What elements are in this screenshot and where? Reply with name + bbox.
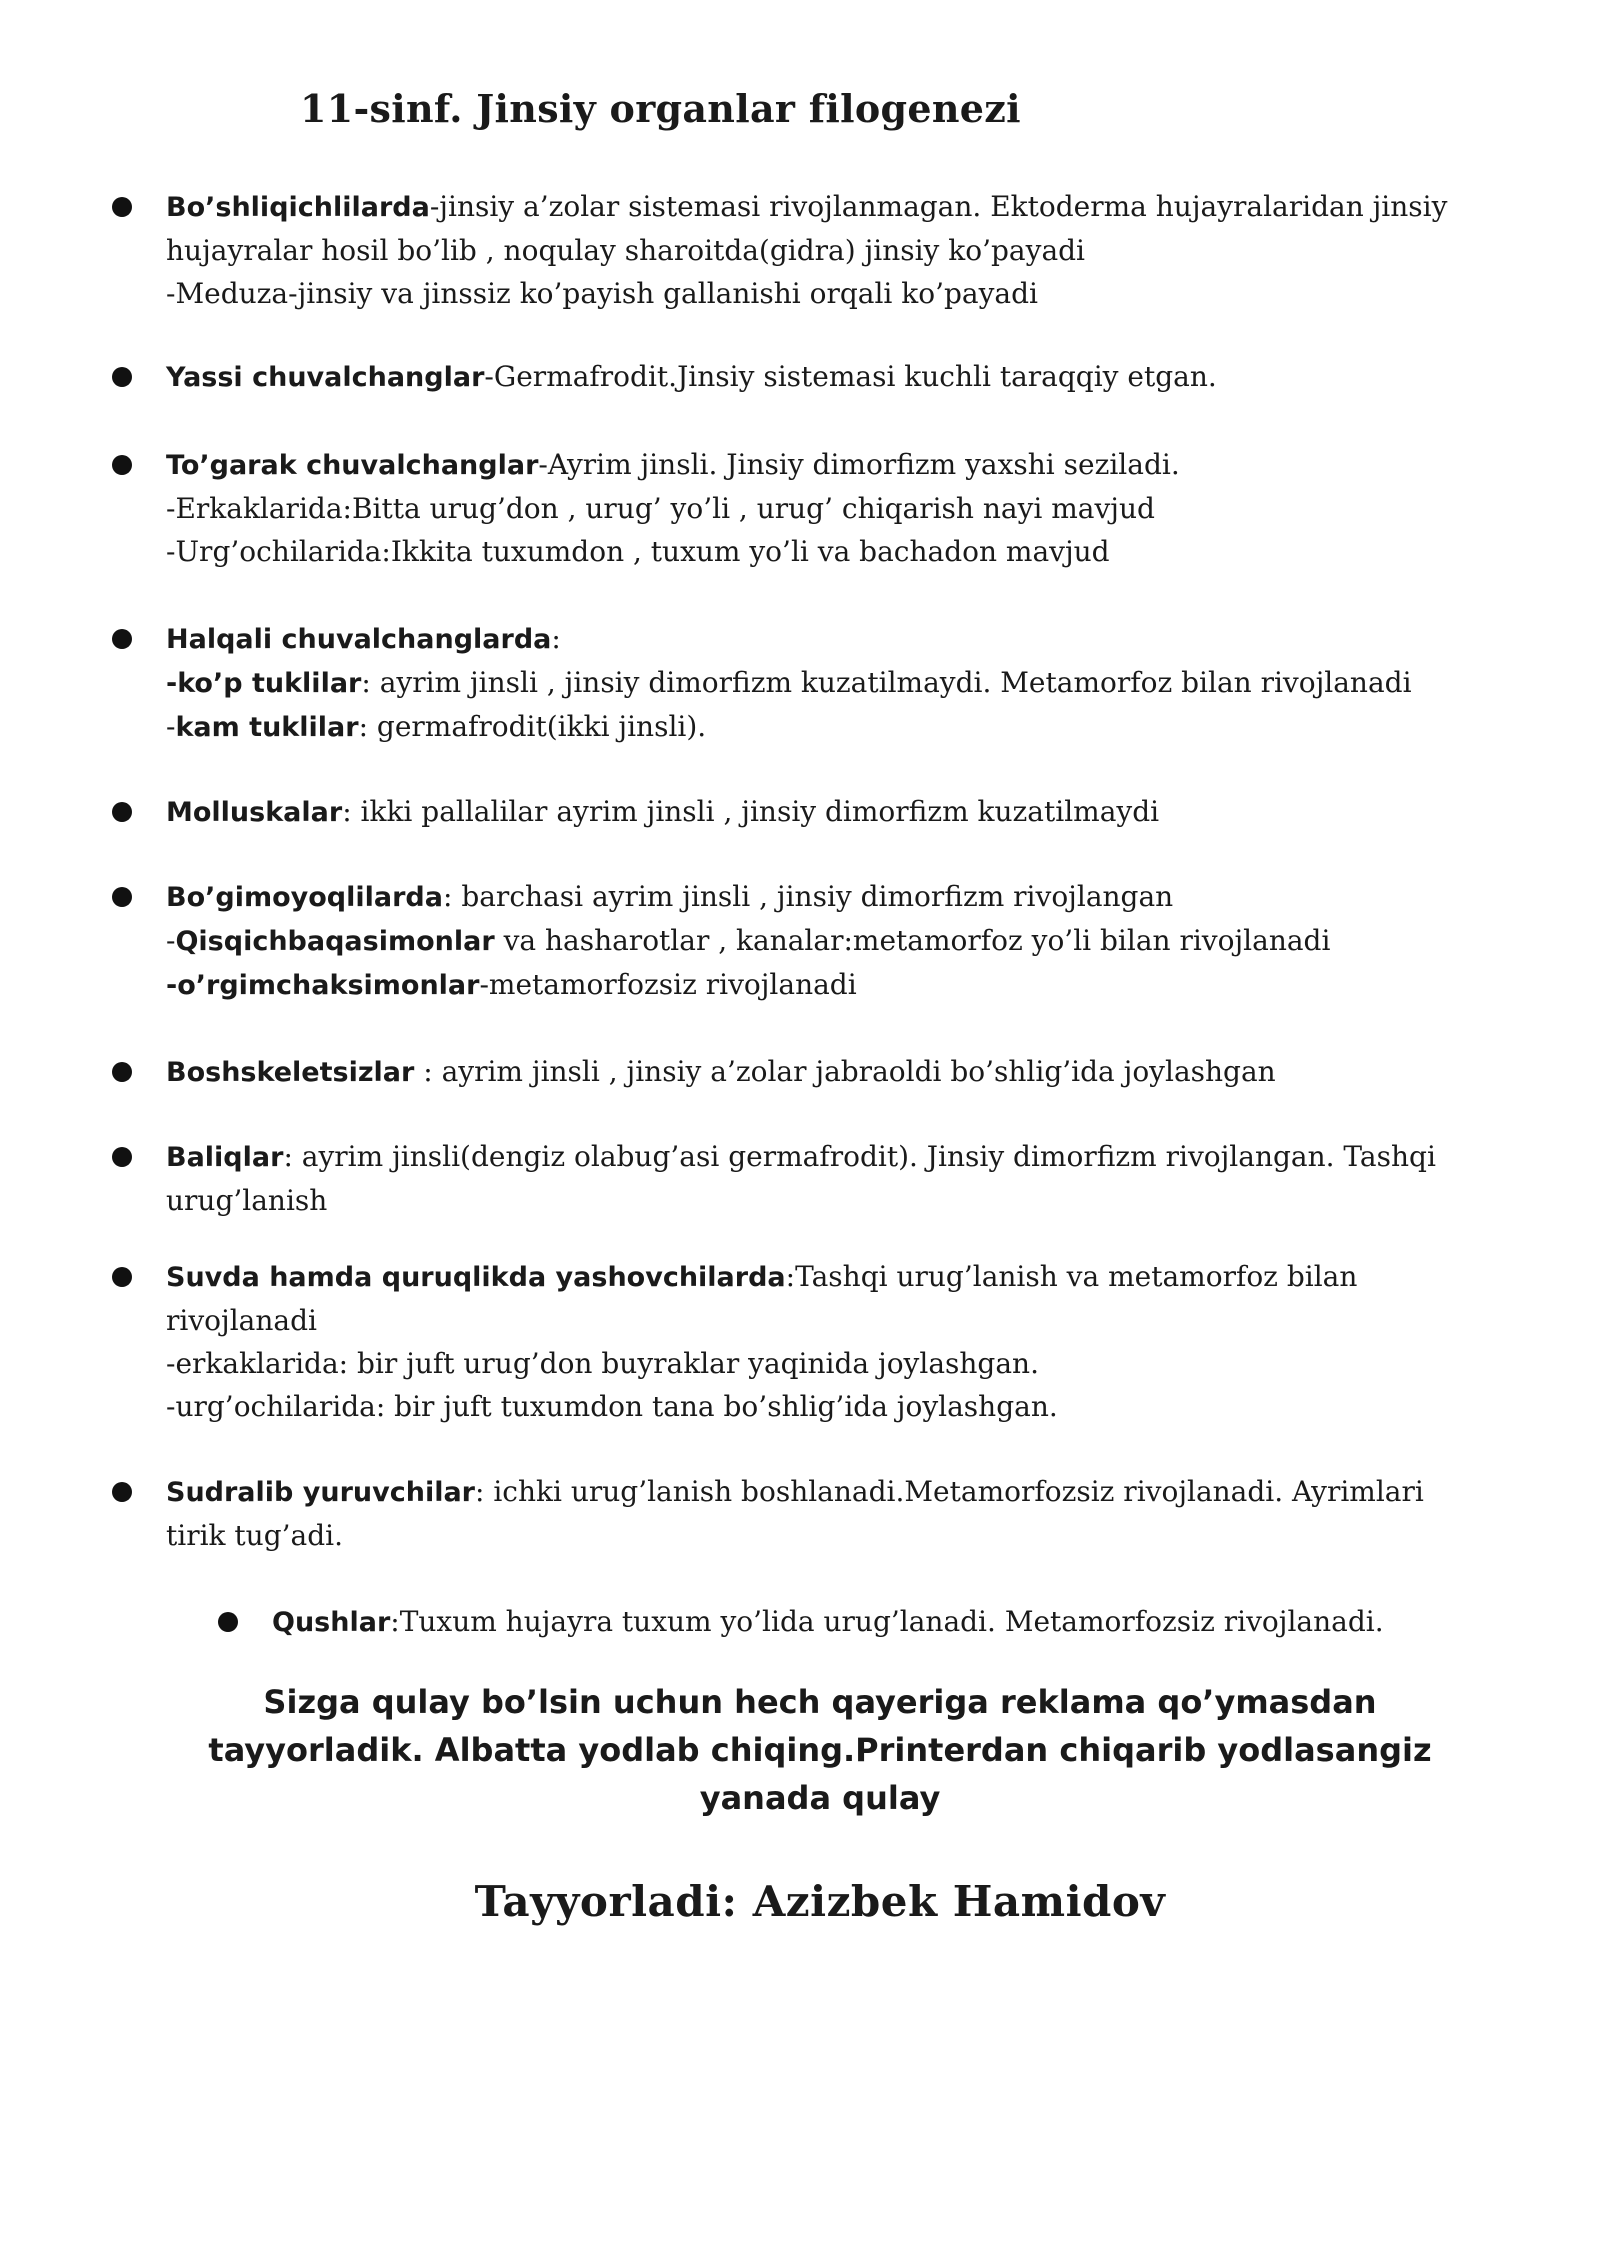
list-item-body — [166, 1470, 1492, 1557]
bullet-icon — [112, 629, 132, 649]
bullet-icon — [112, 887, 132, 907]
author-credit: Tayyorladi: Azizbek Hamidov — [474, 1877, 1166, 1926]
line-text: :Tashqi urug’lanish va metamorfoz bilan — [785, 1260, 1358, 1293]
bold-term: Suvda hamda quruqlikda yashovchilarda — [166, 1262, 786, 1293]
bullet-icon — [112, 1267, 132, 1287]
item-line — [166, 790, 1492, 834]
list-item-body — [166, 443, 1492, 573]
line-text: urug’lanish — [166, 1184, 328, 1217]
line-text: : ayrim jinsli , jinsiy dimorfizm kuzatilmaydi. Metamorfoz bilan rivojlanadi — [361, 666, 1412, 699]
item-line — [166, 1050, 1492, 1094]
page-title: 11-sinf. Jinsiy organlar filogenezi — [300, 86, 1021, 131]
item-line — [166, 1135, 1492, 1179]
note-line: yanada qulay — [699, 1779, 941, 1817]
list-item-body — [166, 1255, 1492, 1428]
bold-term: Bo’shliqichlilarda — [166, 192, 430, 223]
line-text: -Urg’ochilarida:Ikkita tuxumdon , tuxum yo’li va bachadon mavjud — [166, 535, 1110, 568]
line-text: -Ayrim jinsli. Jinsiy dimorfizm yaxshi seziladi. — [538, 448, 1180, 481]
list-item — [112, 1470, 1492, 1557]
bullet-icon — [112, 1062, 132, 1082]
line-text: : ichki urug’lanish boshlanadi.Metamorfozsiz rivojlanadi. Ayrimlari — [475, 1475, 1424, 1508]
bold-term: -o’rgimchaksimonlar — [166, 970, 480, 1001]
line-text: -Erkaklarida:Bitta urug’don , urug’ yo’li , urug’ chiqarish nayi mavjud — [166, 492, 1155, 525]
list-item — [112, 1050, 1492, 1094]
bold-term: Qushlar — [272, 1607, 391, 1638]
bold-term: Bo’gimoyoqlilarda — [166, 882, 443, 913]
list-item — [112, 355, 1492, 399]
bold-term: To’garak chuvalchanglar — [166, 450, 539, 481]
note-paragraph — [140, 1678, 1500, 1822]
line-text: - — [166, 710, 176, 743]
item-line — [166, 487, 1492, 530]
bullet-icon — [112, 197, 132, 217]
item-line — [166, 617, 1492, 661]
item-line — [166, 875, 1492, 919]
item-line — [166, 1385, 1492, 1428]
item-line — [166, 185, 1492, 229]
bullet-icon — [112, 455, 132, 475]
bold-term: kam tuklilar — [175, 712, 359, 743]
bold-term: Qisqichbaqasimonlar — [175, 926, 495, 957]
item-line — [166, 963, 1492, 1007]
line-text: hujayralar hosil bo’lib , noqulay sharoitda(gidra) jinsiy ko’payadi — [166, 234, 1086, 267]
bullet-icon — [112, 1482, 132, 1502]
line-text: tirik tug’adi. — [166, 1519, 343, 1552]
item-line — [166, 530, 1492, 573]
line-text: :Tuxum hujayra tuxum yo’lida urug’lanadi. Metamorfozsiz rivojlanadi. — [390, 1605, 1384, 1638]
bold-term: -ko’p tuklilar — [166, 668, 362, 699]
item-line — [166, 443, 1492, 487]
line-text: : ayrim jinsli(dengiz olabug’asi germafrodit). Jinsiy dimorfizm rivojlangan. Tashqi — [283, 1140, 1436, 1173]
list-item — [112, 1255, 1492, 1428]
line-text: -Meduza-jinsiy va jinssiz ko’payish gallanishi orqali ko’payadi — [166, 277, 1038, 310]
item-line — [166, 1299, 1492, 1342]
line-text: -metamorfozsiz rivojlanadi — [479, 968, 857, 1001]
item-line — [272, 1600, 1468, 1644]
list-item-body — [166, 875, 1492, 1007]
list-item-body — [166, 790, 1492, 834]
item-line — [166, 1514, 1492, 1557]
bold-term: Molluskalar — [166, 797, 343, 828]
list-item — [112, 790, 1492, 834]
line-text: -erkaklarida: bir juft urug’don buyraklar yaqinida joylashgan. — [166, 1347, 1039, 1380]
bold-term: Baliqlar — [166, 1142, 284, 1173]
line-text: rivojlanadi — [166, 1304, 317, 1337]
line-text: : — [551, 622, 561, 655]
item-line — [166, 229, 1492, 272]
list-item — [112, 185, 1492, 315]
item-line — [166, 661, 1492, 705]
line-text: va hasharotlar , kanalar:metamorfoz yo’li bilan rivojlanadi — [494, 924, 1331, 957]
item-line — [166, 355, 1492, 399]
item-line — [166, 272, 1492, 315]
line-text: : ayrim jinsli , jinsiy a’zolar jabraoldi bo’shlig’ida joylashgan — [414, 1055, 1276, 1088]
bold-term: Sudralib yuruvchilar — [166, 1477, 475, 1508]
list-item-body — [166, 1135, 1492, 1222]
item-line — [166, 1179, 1492, 1222]
list-item — [112, 875, 1492, 1007]
item-line — [166, 705, 1492, 749]
bullet-icon — [218, 1612, 238, 1632]
line-text: -urg’ochilarida: bir juft tuxumdon tana bo’shlig’ida joylashgan. — [166, 1390, 1058, 1423]
note-line: tayyorladik. Albatta yodlab chiqing.Printerdan chiqarib yodlasangiz — [208, 1731, 1432, 1769]
item-line — [166, 1470, 1492, 1514]
line-text: -Germafrodit.Jinsiy sistemasi kuchli taraqqiy etgan. — [484, 360, 1217, 393]
list-item-body — [166, 355, 1492, 399]
line-text: - — [166, 924, 176, 957]
line-text: : ikki pallalilar ayrim jinsli , jinsiy dimorfizm kuzatilmaydi — [342, 795, 1160, 828]
bullet-icon — [112, 802, 132, 822]
list-item-body — [166, 185, 1492, 315]
line-text: : germafrodit(ikki jinsli). — [358, 710, 707, 743]
line-text: -jinsiy a’zolar sistemasi rivojlanmagan. Ektoderma hujayralaridan jinsiy — [429, 190, 1448, 223]
bold-term: Yassi chuvalchanglar — [166, 362, 485, 393]
list-item — [112, 1135, 1492, 1222]
line-text: : barchasi ayrim jinsli , jinsiy dimorfizm rivojlangan — [442, 880, 1174, 913]
bold-term: Halqali chuvalchanglarda — [166, 624, 552, 655]
list-item — [112, 617, 1492, 749]
note-line: Sizga qulay bo’lsin uchun hech qayeriga reklama qo’ymasdan — [263, 1683, 1377, 1721]
item-line — [166, 919, 1492, 963]
list-item-body — [166, 617, 1492, 749]
bold-term: Boshskeletsizlar — [166, 1057, 415, 1088]
list-item — [112, 443, 1492, 573]
list-item-body — [272, 1600, 1468, 1644]
list-item — [218, 1600, 1468, 1644]
bullet-icon — [112, 1147, 132, 1167]
list-item-body — [166, 1050, 1492, 1094]
item-line — [166, 1342, 1492, 1385]
item-line — [166, 1255, 1492, 1299]
bullet-icon — [112, 367, 132, 387]
